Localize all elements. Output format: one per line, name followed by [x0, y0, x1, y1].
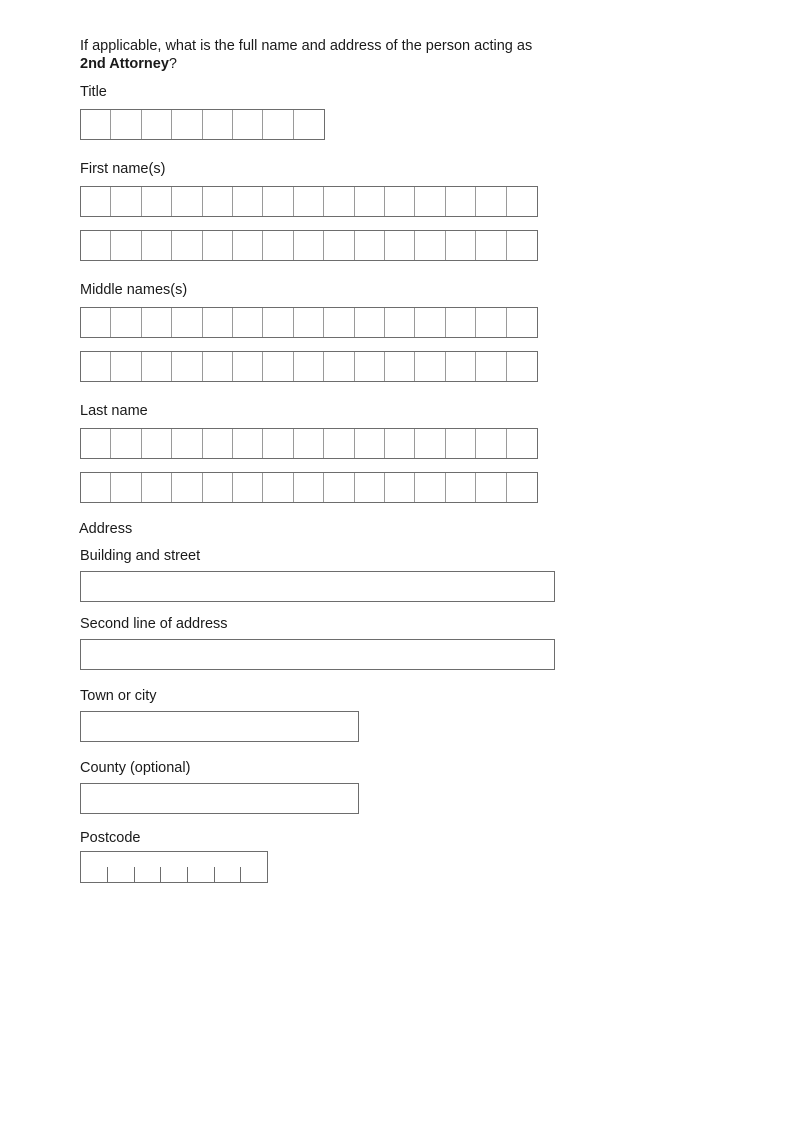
character-box[interactable] — [294, 429, 324, 458]
postcode-divider — [107, 867, 108, 882]
character-box[interactable] — [324, 352, 354, 381]
postcode-divider — [187, 867, 188, 882]
character-box[interactable] — [233, 110, 263, 139]
second-line-input[interactable] — [80, 639, 555, 670]
character-box[interactable] — [355, 429, 385, 458]
character-box[interactable] — [263, 308, 293, 337]
last-name-input-2[interactable] — [80, 472, 538, 503]
character-box[interactable] — [294, 187, 324, 216]
question-role: 2nd Attorney — [80, 56, 169, 72]
character-box[interactable] — [476, 231, 506, 260]
postcode-divider — [240, 867, 241, 882]
character-box[interactable] — [203, 187, 233, 216]
character-box[interactable] — [476, 352, 506, 381]
character-box[interactable] — [324, 187, 354, 216]
character-box[interactable] — [233, 429, 263, 458]
character-box[interactable] — [415, 429, 445, 458]
character-box[interactable] — [446, 231, 476, 260]
character-box[interactable] — [142, 110, 172, 139]
character-box[interactable] — [142, 429, 172, 458]
postcode-divider — [160, 867, 161, 882]
character-box[interactable] — [203, 231, 233, 260]
character-box[interactable] — [233, 187, 263, 216]
character-box[interactable] — [203, 352, 233, 381]
character-box[interactable] — [507, 473, 537, 502]
second-line-label: Second line of address — [80, 616, 228, 632]
postcode-divider — [214, 867, 215, 882]
character-box[interactable] — [203, 308, 233, 337]
character-box[interactable] — [111, 187, 141, 216]
character-box[interactable] — [446, 187, 476, 216]
town-input[interactable] — [80, 711, 359, 742]
character-box[interactable] — [476, 429, 506, 458]
question-text — [80, 37, 680, 73]
character-box[interactable] — [111, 110, 141, 139]
character-box[interactable] — [263, 110, 293, 139]
title-label: Title — [80, 84, 107, 100]
character-box[interactable] — [324, 231, 354, 260]
character-box[interactable] — [355, 231, 385, 260]
character-box[interactable] — [172, 110, 202, 139]
character-box[interactable] — [294, 308, 324, 337]
address-heading: Address — [79, 521, 133, 537]
character-box[interactable] — [172, 231, 202, 260]
character-box[interactable] — [172, 187, 202, 216]
character-box[interactable] — [385, 187, 415, 216]
character-box[interactable] — [355, 473, 385, 502]
character-box[interactable] — [324, 429, 354, 458]
character-box[interactable] — [385, 429, 415, 458]
character-box[interactable] — [81, 110, 111, 139]
character-box[interactable] — [111, 231, 141, 260]
character-box[interactable] — [81, 231, 111, 260]
character-box[interactable] — [355, 352, 385, 381]
character-box[interactable] — [507, 231, 537, 260]
character-box[interactable] — [324, 473, 354, 502]
character-box[interactable] — [263, 429, 293, 458]
character-box[interactable] — [415, 231, 445, 260]
character-box[interactable] — [507, 429, 537, 458]
character-box[interactable] — [324, 308, 354, 337]
character-box[interactable] — [415, 352, 445, 381]
title-input[interactable] — [80, 109, 325, 140]
first-names-input-2[interactable] — [80, 230, 538, 261]
character-box[interactable] — [355, 187, 385, 216]
postcode-divider — [134, 867, 135, 882]
character-box[interactable] — [294, 473, 324, 502]
county-label: County (optional) — [80, 760, 191, 776]
character-box[interactable] — [142, 231, 172, 260]
character-box[interactable] — [507, 308, 537, 337]
character-box[interactable] — [476, 473, 506, 502]
character-box[interactable] — [263, 473, 293, 502]
county-input[interactable] — [80, 783, 359, 814]
character-box[interactable] — [507, 187, 537, 216]
character-box[interactable] — [203, 110, 233, 139]
character-box[interactable] — [111, 308, 141, 337]
character-box[interactable] — [263, 231, 293, 260]
character-box[interactable] — [476, 187, 506, 216]
character-box[interactable] — [81, 473, 111, 502]
postcode-input[interactable] — [80, 851, 268, 883]
character-box[interactable] — [263, 187, 293, 216]
postcode-label: Postcode — [80, 830, 141, 846]
character-box[interactable] — [142, 352, 172, 381]
character-box[interactable] — [203, 473, 233, 502]
character-box[interactable] — [142, 308, 172, 337]
character-box[interactable] — [233, 308, 263, 337]
character-box[interactable] — [111, 473, 141, 502]
character-box[interactable] — [172, 352, 202, 381]
character-box[interactable] — [233, 231, 263, 260]
character-box[interactable] — [476, 308, 506, 337]
character-box[interactable] — [81, 352, 111, 381]
character-box[interactable] — [142, 473, 172, 502]
character-box[interactable] — [415, 473, 445, 502]
last-name-label: Last name — [80, 403, 148, 419]
first-names-label: First name(s) — [80, 161, 166, 177]
character-box[interactable] — [263, 352, 293, 381]
character-box[interactable] — [81, 429, 111, 458]
character-box[interactable] — [385, 231, 415, 260]
character-box[interactable] — [81, 187, 111, 216]
building-input[interactable] — [80, 571, 555, 602]
character-box[interactable] — [111, 352, 141, 381]
character-box[interactable] — [385, 308, 415, 337]
character-box[interactable] — [446, 308, 476, 337]
character-box[interactable] — [415, 308, 445, 337]
character-box[interactable] — [233, 473, 263, 502]
character-box[interactable] — [446, 352, 476, 381]
first-names-input-1[interactable] — [80, 186, 538, 217]
character-box[interactable] — [294, 231, 324, 260]
question-line: If applicable, what is the full name and address of the person acting as — [80, 38, 533, 54]
character-box[interactable] — [203, 429, 233, 458]
middle-names-input-2[interactable] — [80, 351, 538, 382]
town-label: Town or city — [80, 688, 157, 704]
character-box[interactable] — [233, 352, 263, 381]
last-name-input-1[interactable] — [80, 428, 538, 459]
character-box[interactable] — [142, 187, 172, 216]
character-box[interactable] — [385, 473, 415, 502]
character-box[interactable] — [294, 352, 324, 381]
character-box[interactable] — [172, 308, 202, 337]
question-emphasis-line — [80, 55, 680, 73]
character-box[interactable] — [172, 429, 202, 458]
question-mark: ? — [168, 56, 177, 72]
middle-names-label: Middle names(s) — [80, 282, 188, 298]
character-box[interactable] — [385, 352, 415, 381]
character-box[interactable] — [355, 308, 385, 337]
character-box[interactable] — [446, 473, 476, 502]
character-box[interactable] — [81, 308, 111, 337]
middle-names-input-1[interactable] — [80, 307, 538, 338]
building-label: Building and street — [80, 548, 201, 564]
character-box[interactable] — [294, 110, 324, 139]
character-box[interactable] — [111, 429, 141, 458]
character-box[interactable] — [415, 187, 445, 216]
character-box[interactable] — [507, 352, 537, 381]
character-box[interactable] — [446, 429, 476, 458]
character-box[interactable] — [172, 473, 202, 502]
